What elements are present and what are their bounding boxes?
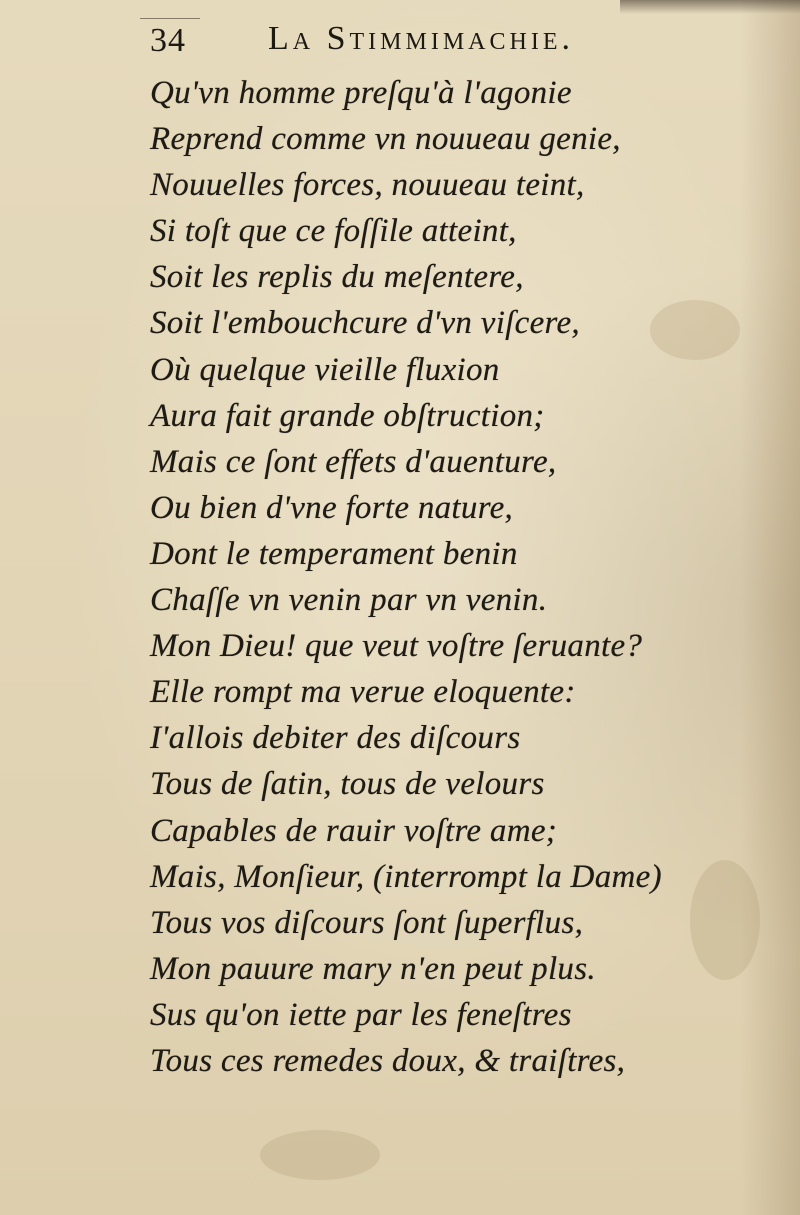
verse-line: Sus qu'on iette par les feneſtres — [150, 996, 572, 1033]
verse-line: Tous de ſatin, tous de velours — [150, 766, 545, 803]
verse-line: Mon Dieu! que veut voſtre ſeruante? — [150, 628, 643, 665]
page-header — [150, 14, 680, 70]
verse-block — [150, 70, 790, 1084]
verse-line: Tous ces remedes doux, & traiſtres, — [150, 1042, 626, 1079]
verse-line: Soit les replis du meſentere, — [150, 259, 524, 296]
verse-line: Reprend comme vn nouueau genie, — [150, 121, 621, 158]
verse-line: Aura fait grande obſtruction; — [150, 397, 545, 434]
verse-line: Chaſſe vn venin par vn venin. — [150, 582, 548, 619]
paper-stain — [260, 1130, 380, 1180]
verse-line: Qu'vn homme preſqu'à l'agonie — [150, 75, 572, 111]
verse-line: Mon pauure mary n'en peut plus. — [150, 950, 596, 987]
verse-line: Si toſt que ce foſſile atteint, — [150, 213, 517, 250]
verse-line: Ou bien d'vne forte nature, — [150, 489, 514, 526]
verse-line: Où quelque vieille fluxion — [150, 351, 500, 388]
page-top-edge — [620, 0, 800, 14]
page-number: 34 — [150, 22, 186, 59]
verse-line: Mais, Monſieur, (interrompt la Dame) — [150, 858, 662, 895]
verse-line: Capables de rauir voſtre ame; — [150, 812, 558, 849]
verse-line: Soit l'embouchcure d'vn viſcere, — [150, 305, 580, 342]
header-rule — [140, 18, 200, 19]
running-title: La Stimmimachie. — [268, 20, 574, 57]
verse-line: Nouuelles forces, nouueau teint, — [150, 167, 585, 204]
verse-line: Mais ce ſont effets d'auenture, — [150, 443, 557, 480]
verse-line: Elle rompt ma verue eloquente: — [150, 674, 576, 711]
verse-line: I'allois debiter des diſcours — [150, 720, 521, 757]
verse-line: Tous vos diſcours ſont ſuperflus, — [150, 904, 584, 941]
verse-line: Dont le temperament benin — [150, 535, 518, 572]
